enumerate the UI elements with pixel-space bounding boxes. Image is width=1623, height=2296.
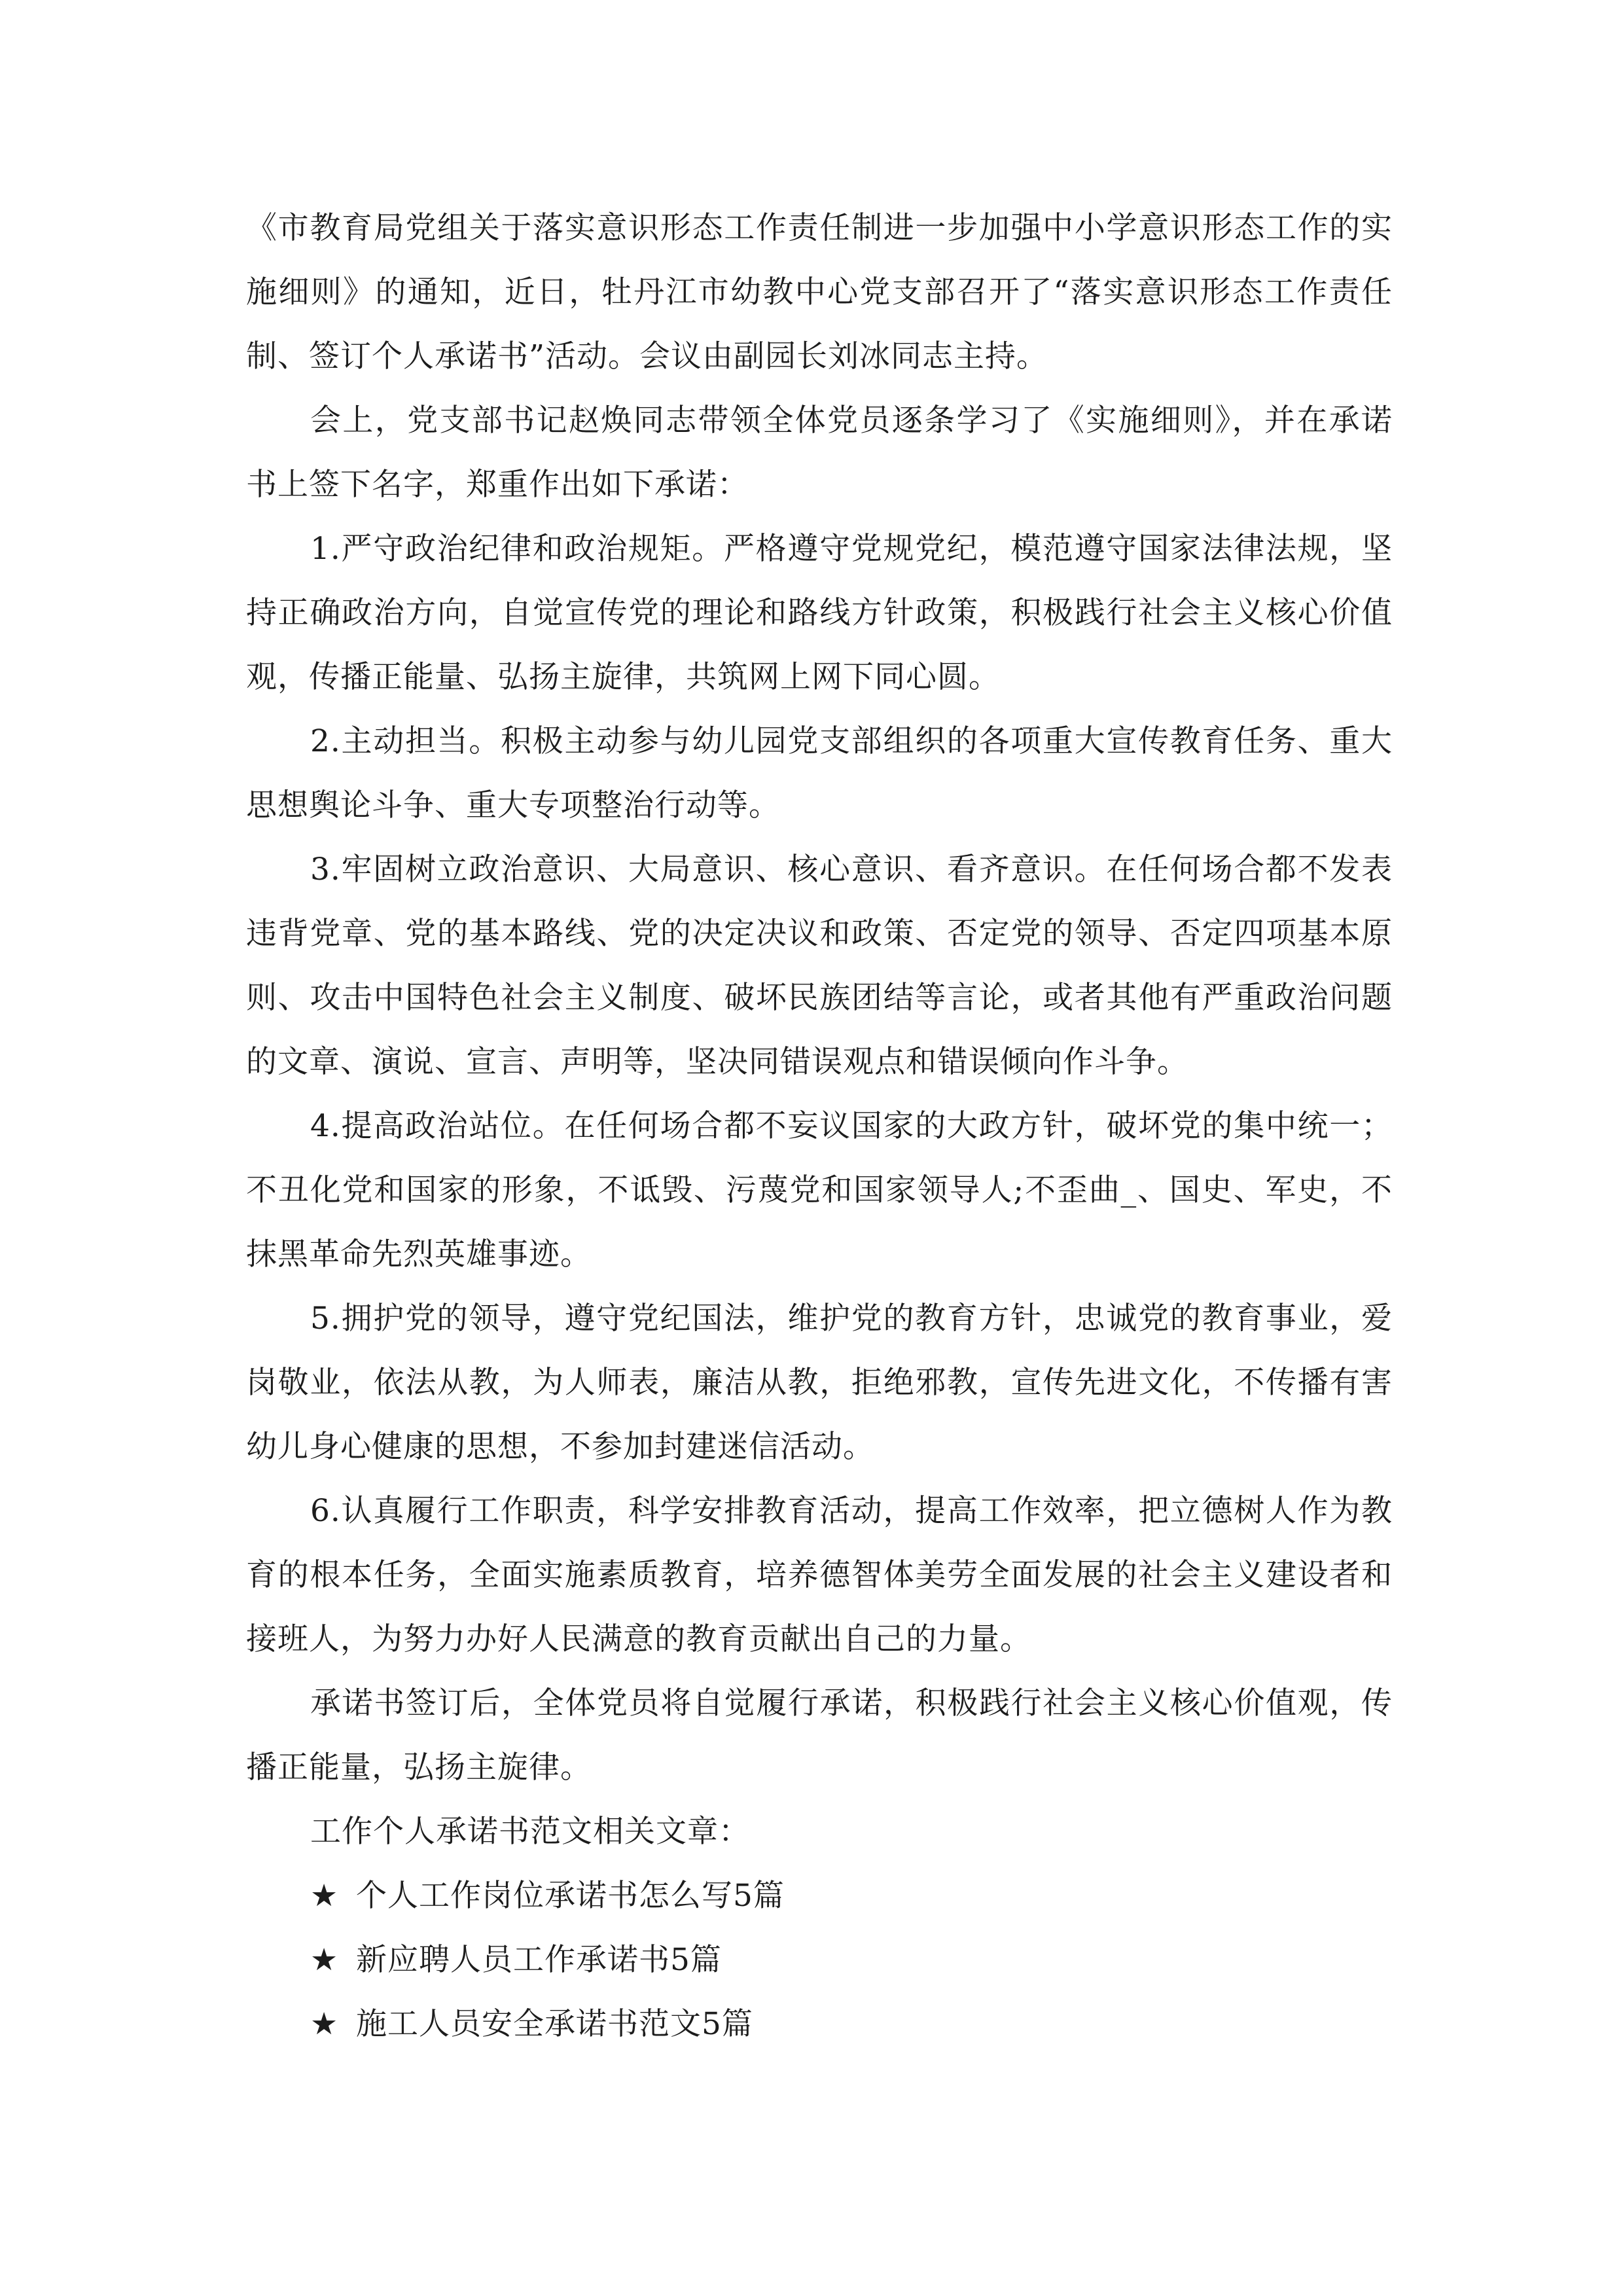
related-articles-list [246,1864,1393,2056]
document-page [246,196,1393,2056]
meeting-paragraph: 会上，党支部书记赵焕同志带领全体党员逐条学习了《实施细则》，并在承诺书上签下名字，郑重作出如下承诺： [246,403,1393,503]
related-article-link[interactable] [246,1992,1393,2056]
related-article-link[interactable] [246,1864,1393,1928]
commitment-item-5: 5.拥护党的领导，遵守党纪国法，维护党的教育方针，忠诚党的教育事业，爱岗敬业，依法从教，为人师表，廉洁从教，拒绝邪教，宣传先进文化，不传播有害幼儿身心健康的思想，不参加封建迷信活动。 [246,1300,1393,1465]
commitment-item-4: 4.提高政治站位。在任何场合都不妄议国家的大政方针，破坏党的集中统一；不丑化党和国家的形象，不诋毁、污蔑党和国家领导人;不歪曲_、国史、军史，不抹黑革命先烈英雄事迹。 [246,1108,1393,1272]
related-article-link[interactable] [246,1928,1393,1992]
commitment-item-2: 2.主动担当。积极主动参与幼儿园党支部组织的各项重大宣传教育任务、重大思想舆论斗争、重大专项整治行动等。 [246,723,1393,823]
closing-paragraph: 承诺书签订后，全体党员将自觉履行承诺，积极践行社会主义核心价值观，传播正能量，弘扬主旋律。 [246,1685,1393,1785]
commitment-item-1: 1.严守政治纪律和政治规矩。严格遵守党规党纪，模范遵守国家法律法规，坚持正确政治方向，自觉宣传党的理论和路线方针政策，积极践行社会主义核心价值观，传播正能量、弘扬主旋律，共筑网上网下同心圆。 [246,531,1393,695]
intro-paragraph: 《市教育局党组关于落实意识形态工作责任制进一步加强中小学意识形态工作的实施细则》的通知，近日，牡丹江市幼教中心党支部召开了“落实意识形态工作责任制、签订个人承诺书”活动。会议由副园长刘冰同志主持。 [246,210,1393,374]
star-icon: ★ [310,1942,339,1978]
star-icon: ★ [310,2006,339,2042]
star-icon: ★ [310,1878,339,1914]
commitment-item-3: 3.牢固树立政治意识、大局意识、核心意识、看齐意识。在任何场合都不发表违背党章、党的基本路线、党的决定决议和政策、否定党的领导、否定四项基本原则、攻击中国特色社会主义制度、破坏民族团结等言论，或者其他有严重政治问题的文章、演说、宣言、声明等，坚决同错误观点和错误倾向作斗争。 [246,852,1393,1080]
related-article-title: 个人工作岗位承诺书怎么写5篇 [356,1878,785,1914]
related-article-title: 施工人员安全承诺书范文5篇 [356,2006,753,2042]
commitment-item-6: 6.认真履行工作职责，科学安排教育活动，提高工作效率，把立德树人作为教育的根本任务，全面实施素质教育，培养德智体美劳全面发展的社会主义建设者和接班人，为努力办好人民满意的教育贡献出自己的力量。 [246,1493,1393,1657]
related-articles-title: 工作个人承诺书范文相关文章： [310,1814,750,1850]
related-article-title: 新应聘人员工作承诺书5篇 [356,1942,722,1978]
